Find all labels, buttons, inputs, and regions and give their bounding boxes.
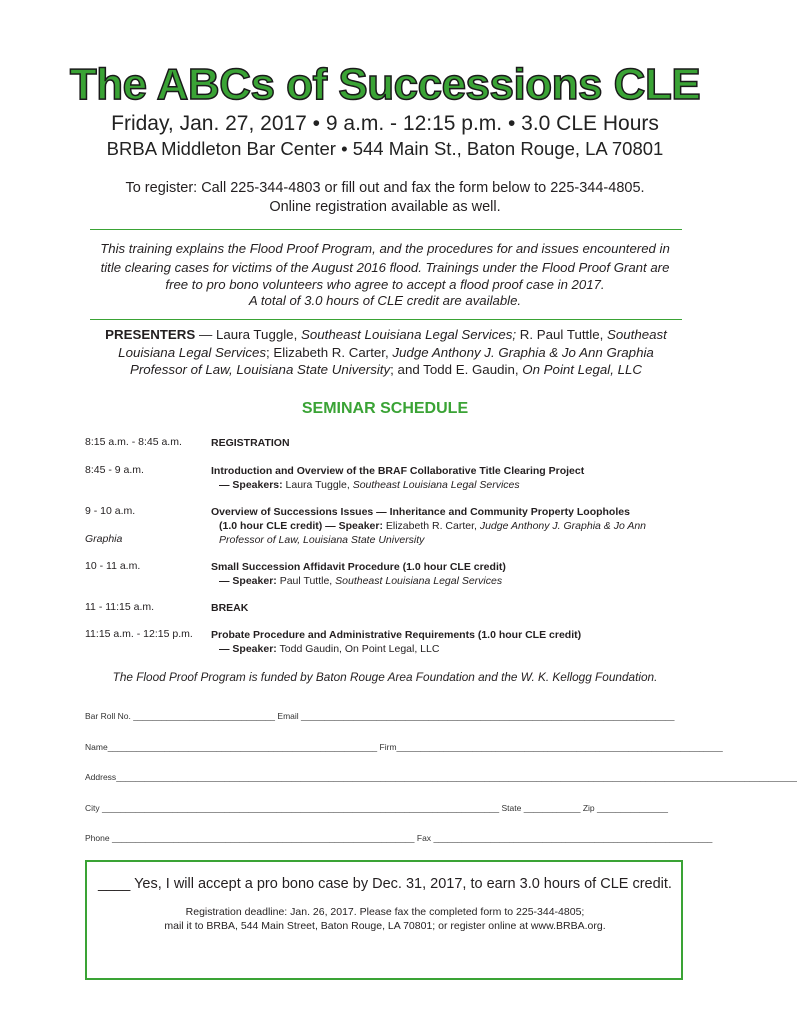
schedule-time: 8:45 - 9 a.m. — [85, 464, 144, 476]
presenters-label: PRESENTERS — [105, 327, 196, 342]
schedule-time: 11 - 11:15 a.m. — [85, 601, 155, 613]
email-label: Email — [277, 711, 299, 721]
address-field[interactable]: ________________________________________________________________________________________________________________________________________________ — [116, 772, 797, 782]
page-title: The ABCs of Successions CLE — [69, 60, 701, 109]
zip-label: Zip — [582, 803, 595, 813]
address-label: Address — [85, 772, 117, 782]
schedule-item: REGISTRATION — [211, 437, 290, 449]
funding-note: The Flood Proof Program is funded by Baton Rouge Area Foundation and the W. K. Kellogg Foundation. — [112, 670, 658, 684]
deadline-line-2: mail it to BRBA, 544 Main Street, Baton Rouge, LA 70801; or register online at www.BRBA.org. — [164, 920, 606, 932]
schedule-item: Small Succession Affidavit Procedure (1.0 hour CLE credit) — Speaker: Paul Tuttle, Southeast Louisiana Legal Services — [211, 561, 506, 587]
schedule-item: Introduction and Overview of the BRAF Collaborative Title Clearing Project — Speakers: Laura Tuggle, Southeast Louisiana Legal Services — [211, 465, 585, 491]
fax-label: Fax — [416, 833, 432, 843]
presenters: PRESENTERS — Laura Tuggle, Southeast Louisiana Legal Services; R. Paul Tuttle, Southeast Louisiana Legal Services; Elizabeth R. Carter, Judge Anthony J. Graphia & Jo Ann Graphia Professor of Law, Louisiana State University; and Todd E. Gaudin, On Point Legal, LLC — [105, 327, 667, 377]
register-instructions: To register: Call 225-344-4803 or fill out and fax the form below to 225-344-4805. — [125, 180, 645, 196]
name-label: Name — [85, 742, 108, 752]
pro-bono-checkbox-blank[interactable]: ____ — [98, 876, 131, 892]
firm-label: Firm — [379, 742, 397, 752]
schedule-heading: SEMINAR SCHEDULE — [301, 400, 469, 417]
form-row-address — [85, 772, 797, 782]
fax-field[interactable]: ___________________________________________________________ — [433, 833, 713, 843]
deadline-line-1: Registration deadline: Jan. 26, 2017. Please fax the completed form to 225-344-4805; — [185, 906, 585, 918]
email-field[interactable]: _______________________________________________________________________________ — [301, 711, 675, 721]
divider — [90, 319, 682, 320]
phone-label: Phone — [85, 833, 110, 843]
intro-line-4: A total of 3.0 hours of CLE credit are available. — [248, 293, 522, 308]
form-row-bar-email — [85, 711, 685, 721]
schedule-time-note: Graphia — [85, 533, 123, 545]
intro-line-3: free to pro bono volunteers who agree to accept a flood proof case in 2017. — [165, 277, 605, 292]
schedule-time: 9 - 10 a.m. — [85, 505, 136, 517]
schedule-time: 8:15 a.m. - 8:45 a.m. — [85, 436, 182, 448]
divider — [90, 229, 682, 230]
form-row-phone-fax — [85, 833, 713, 843]
phone-field[interactable]: ________________________________________________________________ — [111, 833, 415, 843]
schedule-time: 10 - 11 a.m. — [85, 560, 141, 572]
intro-line-1: This training explains the Flood Proof Program, and the procedures for and issues encountered in — [100, 241, 670, 256]
event-date-time: Friday, Jan. 27, 2017 • 9 a.m. - 12:15 p.m. • 3.0 CLE Hours — [111, 112, 659, 135]
name-field[interactable]: _________________________________________________________ — [107, 742, 378, 752]
firm-field[interactable]: _____________________________________________________________________ — [396, 742, 723, 752]
schedule-item: Overview of Successions Issues — Inheritance and Community Property Loopholes (1.0 hour CLE credit) — Speaker: Elizabeth R. Carter, Judge Anthony J. Graphia & Jo Ann Professor of Law, Louisiana State University — [211, 506, 647, 546]
schedule-item: Probate Procedure and Administrative Requirements (1.0 hour CLE credit) — Speaker: Todd Gaudin, On Point Legal, LLC — [211, 629, 582, 655]
schedule-item: BREAK — [211, 602, 249, 614]
zip-field[interactable]: _______________ — [597, 803, 668, 813]
state-label: State — [501, 803, 522, 813]
schedule-time: 11:15 a.m. - 12:15 p.m. — [85, 628, 193, 640]
state-field[interactable]: ____________ — [523, 803, 581, 813]
form-row-city-state-zip — [85, 803, 685, 813]
event-location: BRBA Middleton Bar Center • 544 Main St., Baton Rouge, LA 70801 — [106, 138, 664, 159]
online-registration-note: Online registration available as well. — [269, 199, 501, 215]
bar-roll-label: Bar Roll No. — [85, 711, 131, 721]
pro-bono-pledge: ____ Yes, I will accept a pro bono case by Dec. 31, 2017, to earn 3.0 hours of CLE credit. — [98, 876, 672, 892]
city-field[interactable]: ____________________________________________________________________________________ — [102, 803, 500, 813]
city-label: City — [85, 803, 100, 813]
bar-roll-field[interactable]: ______________________________ — [133, 711, 276, 721]
intro-line-2: title clearing cases for victims of the August 2016 flood. Trainings under the Flood Proof Grant are — [100, 260, 670, 275]
form-row-name-firm — [85, 742, 723, 752]
